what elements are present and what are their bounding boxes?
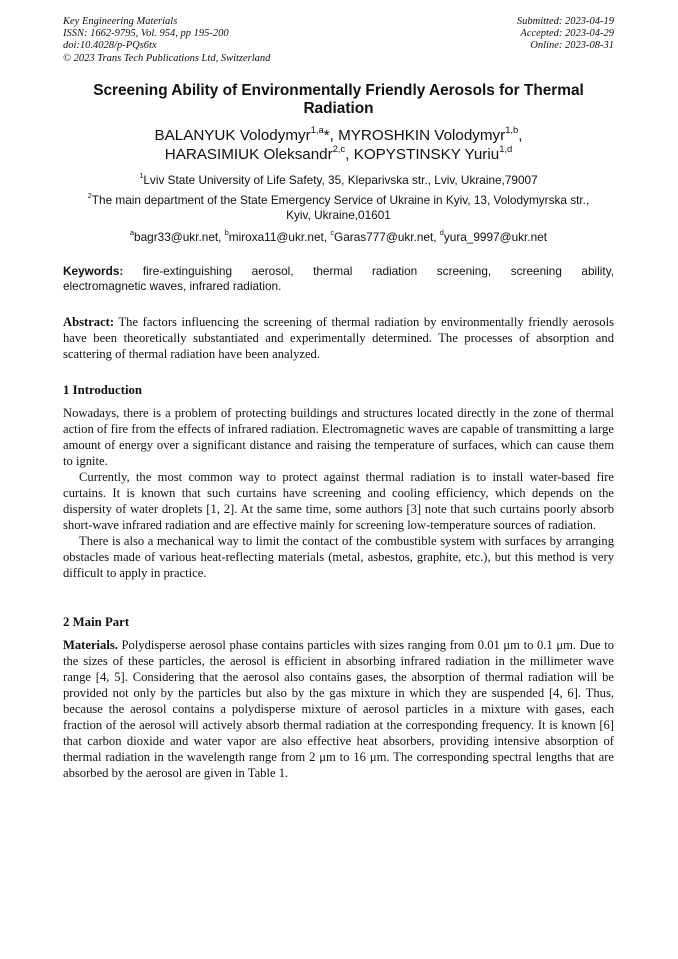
affiliation-1 [63,173,614,188]
materials-paragraph [63,637,614,781]
author-affiliation-mark: 1,d [499,143,513,154]
author-name: MYROSHKIN Volodymyr [338,127,506,144]
author-name: HARASIMIUK Oleksandr [164,146,333,163]
email-mark: c [330,228,335,238]
keywords-line-1 [63,264,614,279]
author-affiliation-mark: 2,c [332,143,346,154]
section-heading-introduction: 1 Introduction [63,383,143,397]
abstract-text: The factors influencing the screening of thermal radiation by environmentally friendly aerosols have been theoretically substantiated and experimentally determined. The processes of absorption and scattering of thermal radiation have been analyzed. [63,315,615,362]
dates-info [517,16,614,53]
title-line-1: Screening Ability of Environmentally Friendly Aerosols for Thermal [93,82,584,99]
keywords-label: Keywords: [63,264,124,278]
online-date: Online: 2023-08-31 [530,40,614,52]
affiliation-2-line-2: Kyiv, Ukraine,01601 [286,208,391,222]
email-link[interactable]: bagr33@ukr.net, [134,230,225,244]
abstract [63,314,614,362]
accepted-date: Accepted: 2023-04-29 [520,28,614,40]
email-list [63,230,614,245]
section-heading-main-part: 2 Main Part [63,615,130,629]
materials-text: Polydisperse aerosol phase contains particles with sizes ranging from 0.01 μm to 0.1 μm. Due to the sizes of these particles, the aerosol is efficient in absorbing infrared radiation in the millimeter wave range [4, 5]. Considering that the aerosol also contains gases, the absorption of thermal radiation will be provided not only by the particles but also by the gas mixture in which they are suspended [4, 6]. Thus, because the aerosol contains a polydisperse mixture of aerosol particles in a mixture with gases, each fraction of the aerosol will actively absorb thermal radiation at the corresponding frequency. It is known [6] that carbon dioxide and water vapor are also effective heat absorbers, providing intensive absorption of thermal radiation in the wavelength range from 2 μm to 16 μm. The corresponding spectral lengths that are absorbed by the aerosol are given in Table 1. [63,638,614,781]
doi-line[interactable]: doi:10.4028/p-PQs6tx [63,40,157,52]
author-affiliation-mark: 1,b [505,124,519,135]
email-mark: d [439,228,444,238]
corresponding-mark: * [323,127,330,144]
keywords-text: fire-extinguishing aerosol, thermal radiation screening, screening ability, [142,264,614,278]
author-affiliation-mark: 1,a [310,124,324,135]
affiliation-text: The main department of the State Emergency Service of Ukraine in Kyiv, 13, Volodymyrska str., [91,193,590,207]
affiliation-mark: 1 [139,171,144,181]
affiliation-2 [63,193,614,223]
author-separator: , [345,146,354,163]
paragraph: Currently, the most common way to protect against thermal radiation is to install water-based fire curtains. It is known that such curtains have screening and cooling efficiency, which depends on the dispersity of water droplets [1, 2]. At the same time, some authors [3] note that such curtains poorly absorb short-wave infrared radiation and are effective mainly for screening low-temperature sources of radiation. [63,470,614,533]
title-line-2: Radiation [303,100,374,117]
email-link[interactable]: Garas777@ukr.net, [334,230,440,244]
issn-line: ISSN: 1662-9795, Vol. 954, pp 195-200 [63,28,229,40]
paragraph: Nowadays, there is a problem of protecting buildings and structures located directly in the zone of thermal action of fire from the effects of infrared radiation. Electromagnetic waves are capable of transmitting a large amount of energy over a significant distance and raising the temperature of surfaces, which can cause them to ignite. [63,406,614,469]
email-link[interactable]: yura_9997@ukr.net [443,230,548,244]
abstract-label: Abstract: [63,315,115,329]
author-separator: , [518,127,523,144]
keywords-block [63,264,614,293]
authors-line-2 [63,145,614,164]
journal-name: Key Engineering Materials [63,16,178,27]
affiliation-2-line-1 [63,193,614,208]
paper-title [63,82,614,118]
email-mark: a [129,228,135,238]
keywords-line-2: electromagnetic waves, infrared radiation. [63,278,282,293]
introduction-body [63,405,614,582]
paragraph: There is also a mechanical way to limit the contact of the combustible system with surfaces by arranging obstacles made of various heat-reflecting materials (metal, asbestos, graphite, etc.), but this method is very difficult to apply in practice. [63,534,614,581]
email-mark: b [224,228,229,238]
author-list [63,126,614,164]
author-name: KOPYSTINSKY Yuriu [353,146,500,163]
copyright-line: © 2023 Trans Tech Publications Ltd, Switzerland [63,52,271,64]
author-name: BALANYUK Volodymyr [154,127,311,144]
affiliation-text: Lviv State University of Life Safety, 35, Kleparivska str., Lviv, Ukraine,79007 [143,173,538,187]
journal-info [63,16,270,65]
author-separator: , [329,127,339,144]
materials-label: Materials. [63,638,118,652]
email-link[interactable]: miroxa11@ukr.net, [228,230,331,244]
affiliation-mark: 2 [87,191,92,201]
submitted-date: Submitted: 2023-04-19 [516,16,614,27]
